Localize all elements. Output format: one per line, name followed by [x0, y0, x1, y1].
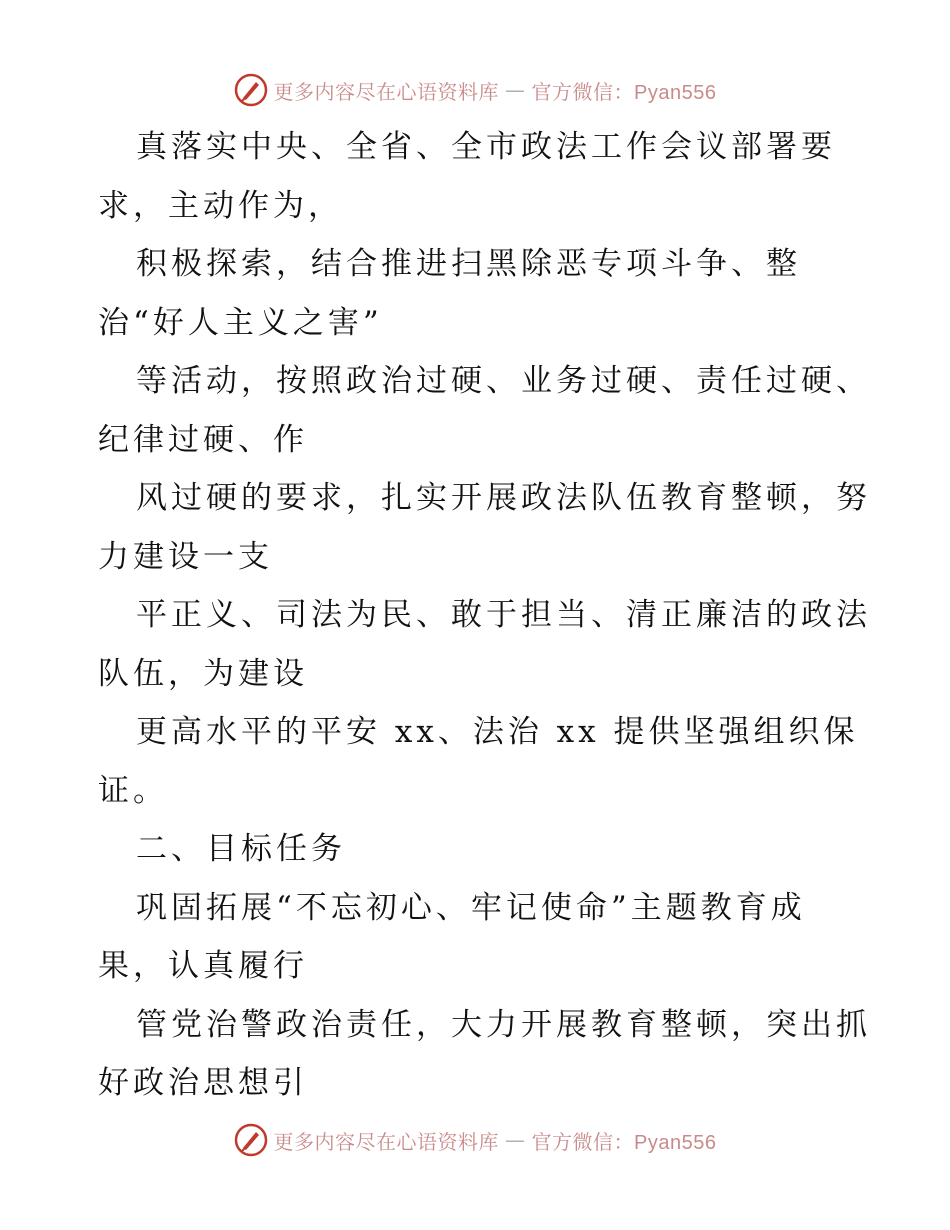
banner-dash: —: [505, 1128, 526, 1152]
text-line: 力建设一支: [98, 538, 273, 575]
section-heading: 二、目标任务: [136, 831, 346, 867]
text-line: 风过硬的要求，扎实开展政法队伍教育整顿，努: [136, 480, 871, 516]
text-line: 积极探索，结合推进扫黑除恶专项斗争、整: [136, 246, 801, 282]
text-line: 巩固拓展“不忘初心、牢记使命”主题教育成: [136, 889, 806, 926]
text-line: 管党治警政治责任，大力开展教育整顿，突出抓: [136, 1006, 871, 1043]
text-line: 更高水平的平安 xx、法治 xx 提供坚强组织保: [136, 714, 859, 750]
banner-wechat-id: 官方微信：Pyan556: [531, 1131, 717, 1154]
text-line: 好政治思想引: [98, 1065, 308, 1101]
text-line: 等活动，按照政治过硬、业务过硬、责任过硬、: [136, 363, 871, 399]
header-watermark-banner: [0, 70, 950, 110]
text-line: 求，主动作为，: [98, 187, 343, 224]
banner-main-text: 更多内容尽在心语资料库: [273, 79, 500, 104]
text-line: 治“好人主义之害”: [98, 304, 383, 341]
text-line: 真落实中央、全省、全市政法工作会议部署要: [136, 129, 836, 165]
banner-wechat-id: 官方微信：Pyan556: [531, 81, 717, 104]
feather-pen-logo-icon: [234, 1123, 268, 1157]
text-line: 队伍，为建设: [98, 655, 308, 692]
banner-main-text: 更多内容尽在心语资料库: [273, 1129, 500, 1154]
feather-pen-logo-icon: [234, 73, 268, 107]
text-line: 平正义、司法为民、敢于担当、清正廉洁的政法: [136, 597, 871, 633]
footer-watermark-banner: [0, 1120, 950, 1160]
text-line: 纪律过硬、作: [98, 421, 308, 458]
text-line: 证。: [98, 772, 168, 809]
text-line: 果，认真履行: [98, 948, 308, 984]
banner-dash: —: [505, 78, 526, 102]
document-body: [98, 118, 871, 1113]
